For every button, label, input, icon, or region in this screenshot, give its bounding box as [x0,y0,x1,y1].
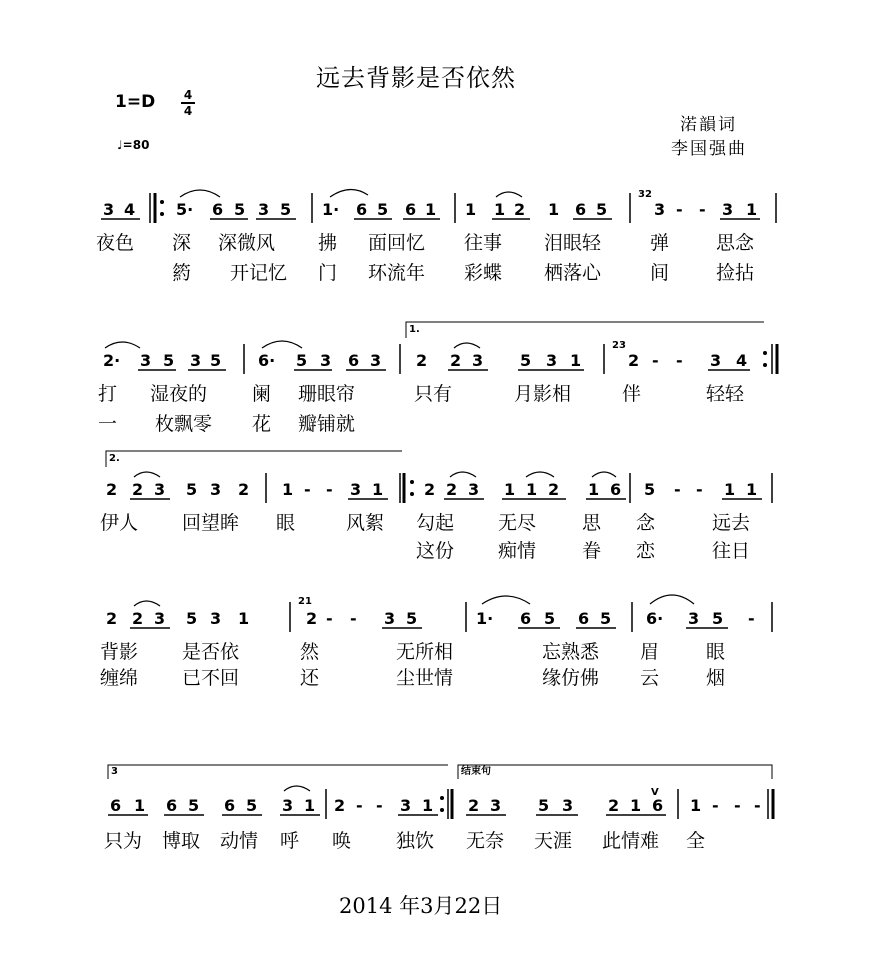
notes-row-1 [103,200,757,219]
note: 5 [280,200,292,219]
svg-text:5: 5 [538,796,550,815]
svg-text:6: 6 [166,796,178,815]
svg-text:无奈: 无奈 [466,830,505,852]
svg-text:远去: 远去 [712,512,751,534]
svg-text:3: 3 [490,796,502,815]
svg-text:回望眸: 回望眸 [182,512,240,534]
time-signature-top: 4 [183,88,193,102]
svg-text:3: 3 [320,351,332,370]
note: 3 [258,200,270,219]
svg-text:花: 花 [252,413,272,435]
svg-text:打: 打 [98,383,118,405]
svg-text:月影相: 月影相 [514,383,572,405]
svg-text:-: - [652,351,659,370]
svg-text:3: 3 [111,766,118,777]
lyrics-row-2a [98,383,745,405]
svg-text:6: 6 [652,796,664,815]
svg-text:枚飘零: 枚飘零 [155,413,213,435]
svg-text:风絮: 风絮 [346,512,385,534]
svg-text:-: - [734,796,741,815]
note: 6 [212,200,224,219]
svg-text:眷: 眷 [582,540,602,562]
svg-text:开记忆: 开记忆 [230,262,288,284]
note: 5 [234,200,246,219]
svg-text:2: 2 [608,796,620,815]
svg-text:天涯: 天涯 [534,830,573,852]
note: - [676,200,683,219]
svg-text:深微风: 深微风 [218,232,276,254]
note: 6 [405,200,417,219]
svg-text:1: 1 [724,480,736,499]
svg-text:2: 2 [416,351,428,370]
svg-text:5: 5 [296,351,308,370]
note: 2 [514,200,526,219]
composition-date: 2014 年3月22日 [339,894,503,918]
repeat-dots-row-1 [160,200,164,216]
svg-text:夜色: 夜色 [96,232,135,254]
note: 1 [425,200,437,219]
svg-text:5: 5 [406,609,418,628]
svg-text:珊眼帘: 珊眼帘 [298,383,356,405]
svg-text:无尽: 无尽 [498,512,537,534]
svg-text:3: 3 [154,609,166,628]
note: 3 [654,200,666,219]
note: 1 [494,200,506,219]
svg-text:-: - [356,796,363,815]
svg-text:5: 5 [520,351,532,370]
svg-text:1: 1 [504,480,516,499]
svg-text:5: 5 [644,480,656,499]
lyrics-row-5 [104,830,705,852]
note: 1 [548,200,560,219]
time-signature [181,90,195,116]
svg-text:全: 全 [686,830,706,852]
svg-text:1: 1 [690,796,702,815]
svg-text:3: 3 [350,480,362,499]
slurs-row-1 [180,189,522,197]
note: 3 [722,200,734,219]
svg-text:23: 23 [612,340,626,351]
notes-row-3 [106,480,757,499]
svg-text:-: - [304,480,311,499]
svg-text:3: 3 [472,351,484,370]
svg-text:瓣铺就: 瓣铺就 [298,413,356,435]
svg-text:2: 2 [238,480,250,499]
svg-text:勾起: 勾起 [416,512,455,534]
svg-text:云: 云 [640,667,660,689]
svg-text:思念: 思念 [716,232,755,254]
svg-text:念: 念 [636,512,656,534]
svg-text:缘仿佛: 缘仿佛 [542,667,600,689]
svg-text:2: 2 [548,480,560,499]
svg-text:6: 6 [578,609,590,628]
svg-text:2: 2 [446,480,458,499]
svg-text:1: 1 [282,480,294,499]
lyrics-row-2b [98,413,355,435]
svg-text:只为: 只为 [104,830,143,852]
note: 5· [176,200,194,219]
song-title: 远去背影是否依然 [316,64,516,92]
svg-text:阑: 阑 [252,383,272,405]
volta-1-bracket [406,322,764,338]
svg-text:5: 5 [600,609,612,628]
notes-row-2 [103,351,747,370]
svg-text:-: - [676,351,683,370]
svg-text:6·: 6· [258,351,276,370]
svg-text:6: 6 [520,609,532,628]
svg-text:箹: 箹 [172,262,192,284]
svg-text:2: 2 [468,796,480,815]
volta-2-bracket [106,451,402,467]
volta-1-label: 1. [409,324,420,335]
svg-text:1·: 1· [476,609,494,628]
svg-text:泪眼轻: 泪眼轻 [544,232,602,254]
svg-text:3: 3 [210,609,222,628]
svg-text:往事: 往事 [464,232,503,254]
note: 3 [103,200,115,219]
svg-text:3: 3 [190,351,202,370]
svg-text:忘熟悉: 忘熟悉 [542,641,600,663]
svg-text:然: 然 [300,641,320,663]
svg-text:5: 5 [163,351,175,370]
svg-text:3: 3 [710,351,722,370]
svg-text:捡拈: 捡拈 [716,262,755,284]
svg-text:博取: 博取 [162,830,201,852]
svg-text:1: 1 [304,796,316,815]
svg-text:烟: 烟 [706,667,726,689]
lyrics-row-3b [416,540,750,562]
svg-text:1: 1 [630,796,642,815]
svg-text:伴: 伴 [622,383,642,405]
time-signature-bottom: 4 [183,104,193,118]
notes-row-4 [106,609,755,628]
svg-text:是否依: 是否依 [182,641,240,663]
svg-text:3: 3 [140,351,152,370]
svg-text:这份: 这份 [416,540,455,562]
svg-text:伊人: 伊人 [100,512,139,534]
svg-text:眉: 眉 [640,641,660,663]
svg-text:4: 4 [736,351,748,370]
svg-text:2: 2 [628,351,640,370]
svg-text:此情难: 此情难 [602,830,660,852]
svg-text:3: 3 [384,609,396,628]
svg-text:2·: 2· [103,351,121,370]
svg-text:2: 2 [450,351,462,370]
svg-text:5: 5 [186,609,198,628]
svg-text:呼: 呼 [280,830,300,852]
svg-text:-: - [674,480,681,499]
svg-text:独饮: 独饮 [396,830,435,852]
svg-text:湿夜的: 湿夜的 [150,383,208,405]
key-signature: 1=D [115,92,156,112]
svg-text:间: 间 [650,262,670,284]
svg-text:眼: 眼 [276,512,296,534]
svg-text:痴情: 痴情 [498,540,537,562]
svg-text:6: 6 [348,351,360,370]
svg-text:6: 6 [224,796,236,815]
svg-text:3: 3 [546,351,558,370]
svg-text:-: - [754,796,761,815]
svg-text:彩蝶: 彩蝶 [464,262,503,284]
svg-text:-: - [712,796,719,815]
svg-text:环流年: 环流年 [368,262,426,284]
svg-text:5: 5 [188,796,200,815]
svg-text:门: 门 [318,262,338,284]
svg-text:-: - [326,609,333,628]
svg-text:拂: 拂 [318,232,338,254]
svg-text:背影: 背影 [100,641,139,663]
svg-text:还: 还 [300,667,320,689]
svg-text:6: 6 [110,796,122,815]
svg-text:-: - [326,480,333,499]
svg-text:V: V [651,787,659,798]
svg-text:21: 21 [298,596,312,607]
svg-text:3: 3 [688,609,700,628]
svg-text:-: - [350,609,357,628]
svg-text:1: 1 [526,480,538,499]
note: 5 [596,200,608,219]
svg-text:5: 5 [186,480,198,499]
svg-text:已不回: 已不回 [182,667,240,689]
note: 1 [746,200,758,219]
svg-text:只有: 只有 [414,383,453,405]
svg-text:轻轻: 轻轻 [706,383,745,405]
svg-text:3: 3 [400,796,412,815]
svg-text:往日: 往日 [712,540,751,562]
svg-text:动情: 动情 [220,830,259,852]
tempo-marking: ♩=80 [117,138,150,152]
svg-text:1: 1 [746,480,758,499]
composer-credit: 李国强曲 [671,139,747,159]
note: 6 [575,200,587,219]
note: - [699,200,706,219]
svg-text:一: 一 [98,413,118,435]
svg-text:5: 5 [246,796,258,815]
svg-text:5: 5 [544,609,556,628]
svg-text:恋: 恋 [636,540,656,562]
svg-text:结束句: 结束句 [461,766,491,777]
note: 5 [377,200,389,219]
svg-text:无所相: 无所相 [396,641,454,663]
grace-mark: 32 [638,189,652,200]
svg-text:3: 3 [562,796,574,815]
svg-text:深: 深 [172,232,192,254]
lyrics-row-4a [100,641,725,663]
svg-text:3: 3 [370,351,382,370]
svg-text:6: 6 [610,480,622,499]
lyrics-row-3a [100,512,750,534]
svg-text:2: 2 [334,796,346,815]
svg-text:3: 3 [282,796,294,815]
svg-text:2.: 2. [109,453,120,464]
svg-text:-: - [748,609,755,628]
svg-text:思: 思 [582,512,602,534]
svg-text:缠绵: 缠绵 [100,667,139,689]
svg-text:2: 2 [424,480,436,499]
lyrics-row-1b [172,262,754,284]
svg-text:栖落心: 栖落心 [544,262,602,284]
svg-text:1: 1 [372,480,384,499]
svg-text:眼: 眼 [706,641,726,663]
note: 1· [322,200,340,219]
lyrics-row-4b [100,667,725,689]
svg-text:-: - [696,480,703,499]
svg-text:弹: 弹 [650,232,670,254]
svg-text:2: 2 [132,480,144,499]
svg-text:5: 5 [712,609,724,628]
svg-text:2: 2 [306,609,318,628]
svg-text:2: 2 [106,609,118,628]
svg-text:2: 2 [132,609,144,628]
svg-text:1: 1 [570,351,582,370]
svg-text:3: 3 [154,480,166,499]
lyricist-credit: 渃韻词 [680,115,737,135]
svg-text:1: 1 [588,480,600,499]
svg-text:5: 5 [210,351,222,370]
note: 1 [465,200,477,219]
svg-text:-: - [376,796,383,815]
lyrics-row-1a [96,232,755,254]
svg-text:3: 3 [210,480,222,499]
svg-text:1: 1 [134,796,146,815]
svg-text:1: 1 [422,796,434,815]
svg-text:唤: 唤 [332,830,352,852]
svg-text:6·: 6· [646,609,664,628]
note: 4 [124,200,136,219]
svg-text:3: 3 [468,480,480,499]
svg-text:1: 1 [238,609,250,628]
svg-text:2: 2 [106,480,118,499]
svg-text:面回忆: 面回忆 [368,232,426,254]
notes-row-5 [110,796,761,815]
svg-text:尘世情: 尘世情 [396,667,454,689]
note: 6 [356,200,368,219]
